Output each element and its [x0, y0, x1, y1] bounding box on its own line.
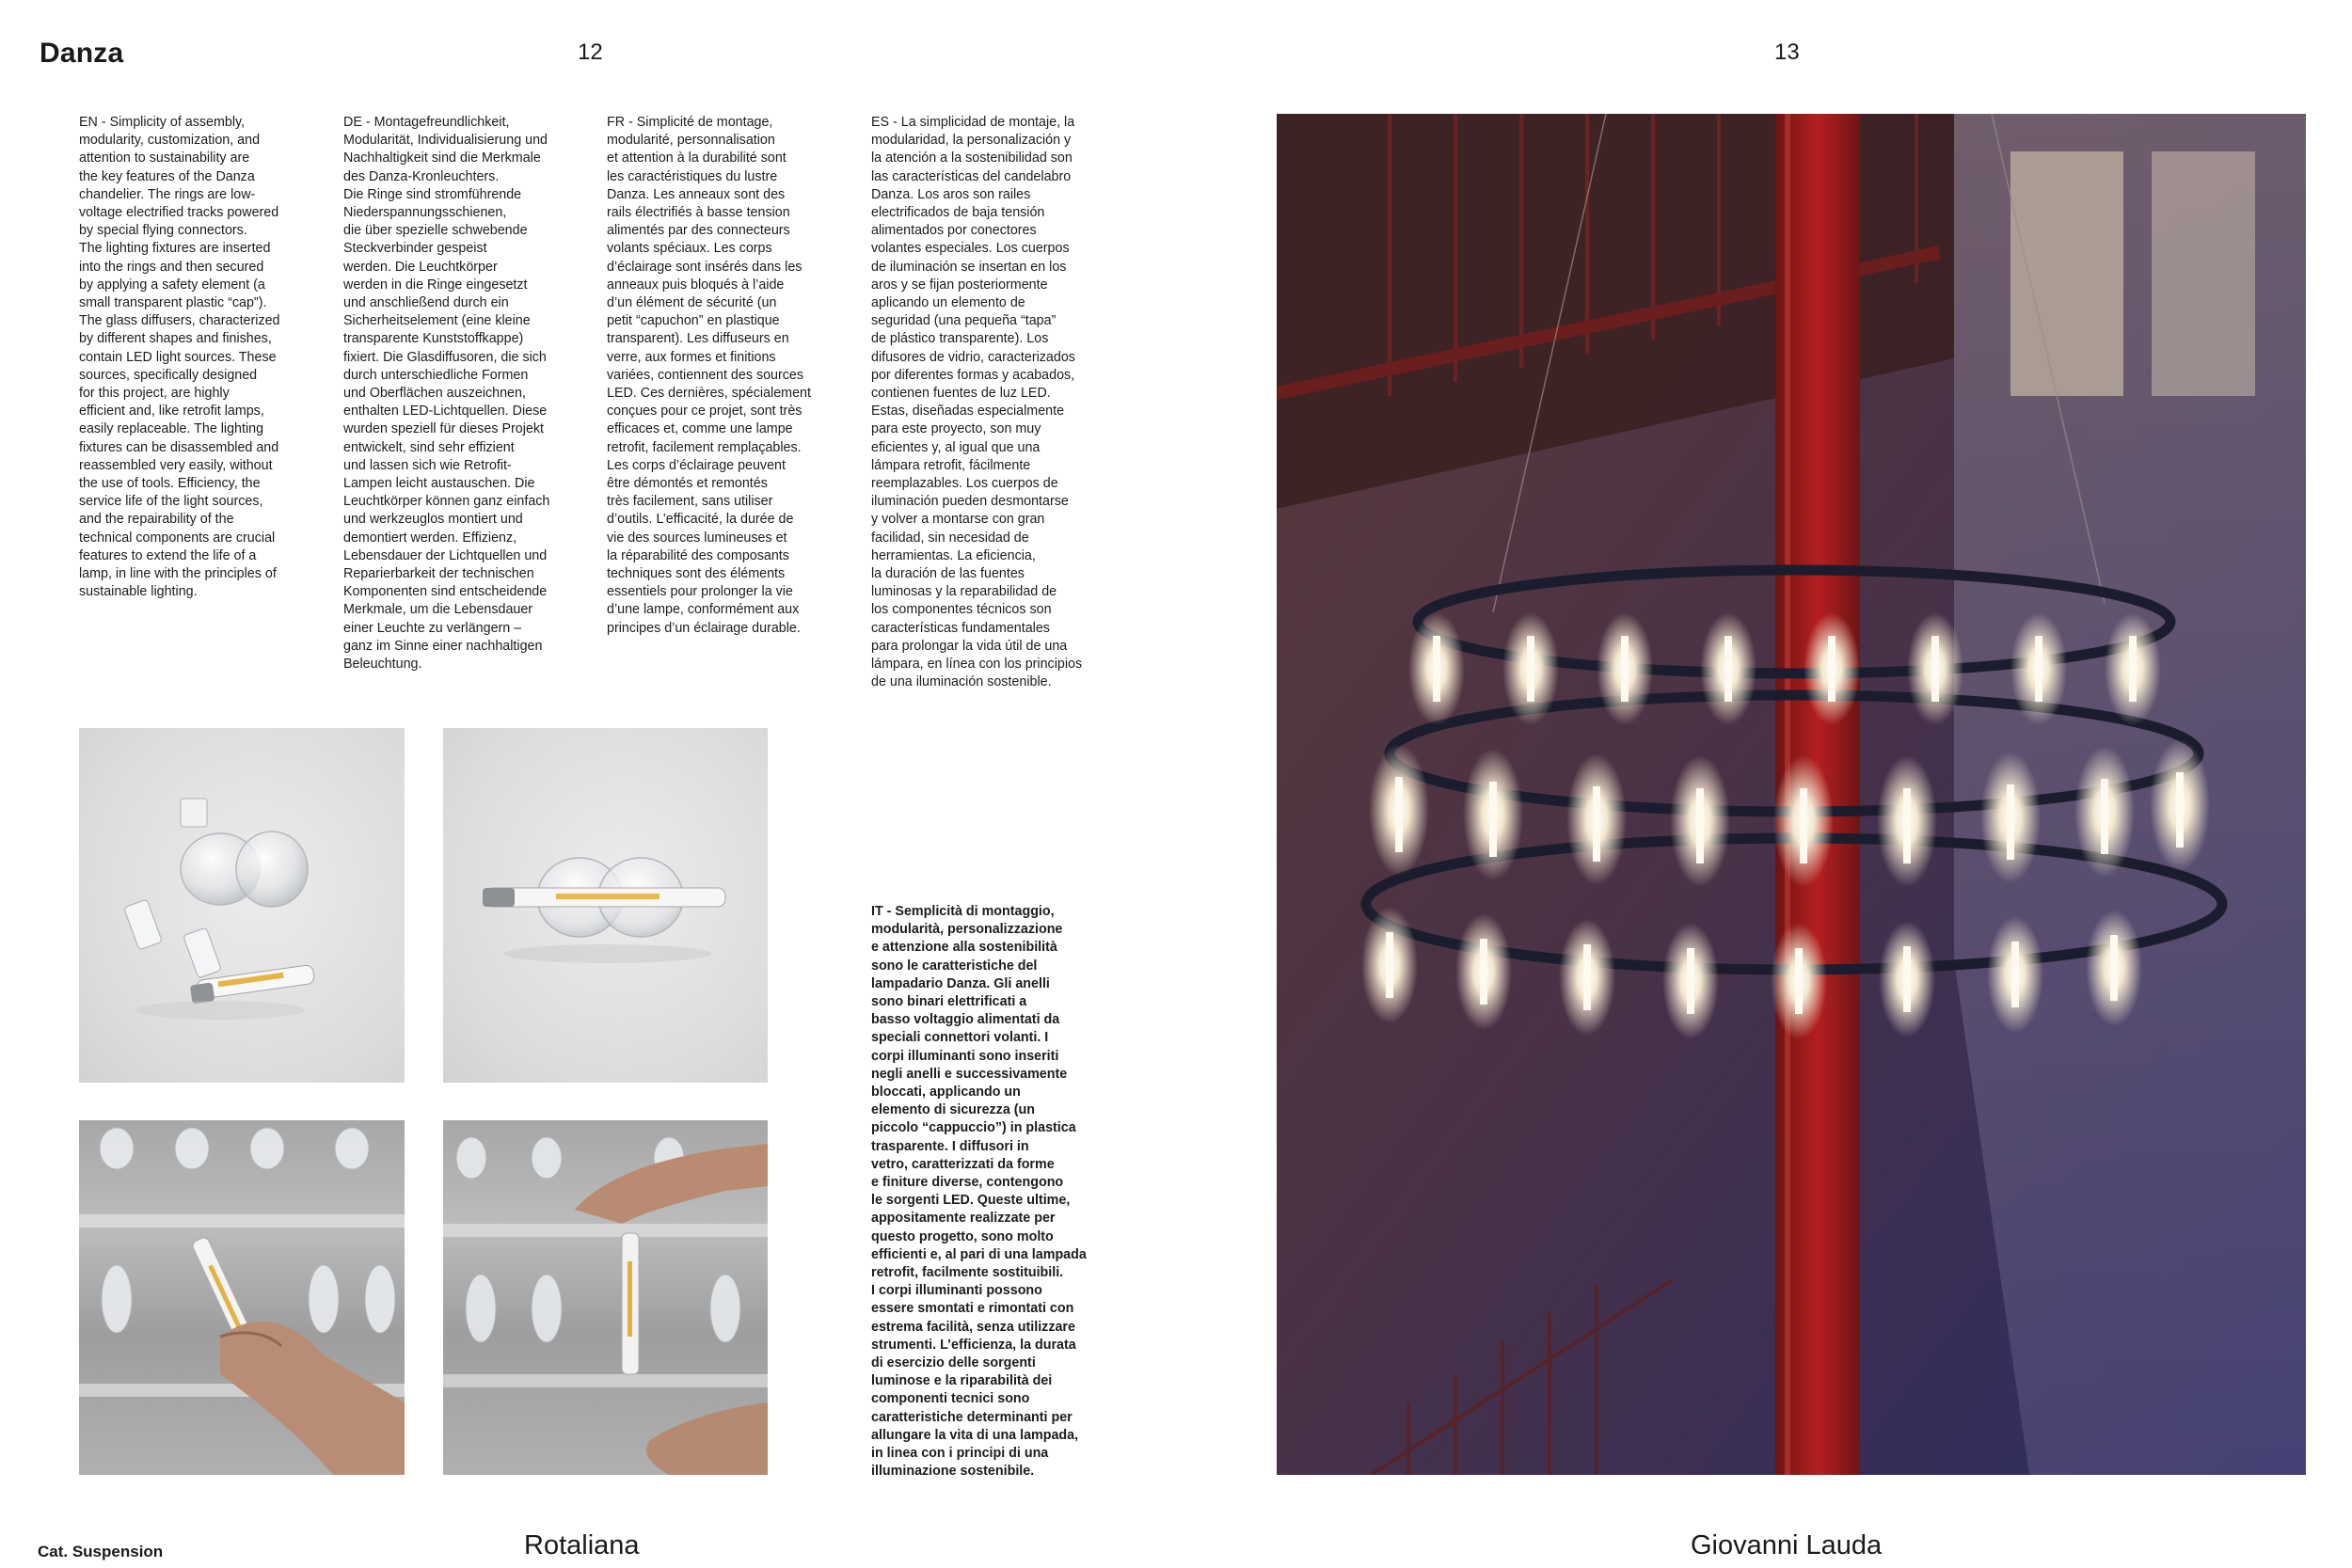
- text-french: FR - Simplicité de montage, modularité, personnalisation et attention à la durabilité sont les caractéristiques du lustre Danza. Les anneaux sont des rails électrifiés à basse tension alimentés par des connecteurs volants spéciaux. Les corps d’éclairage sont insérés dans les anneaux puis bloqués à l’aide d’un élément de sécurité (un petit “capuchon” en plastique transparent). Les diffuseurs en verre, aux formes et finitions variées, contiennent des sources LED. Ces dernières, spécialement conçues pour ce projet, sont très efficaces et, comme une lampe retrofit, facilement remplaçables. Les corps d’éclairage peuvent être démontés et remontés très facilement, sans utiliser d’outils. L’efficacité, la durée de vie des sources lumineuses et la réparabilité des composants techniques sont des éléments essentiels pour prolonger la vie d’une lampe, conformément aux principes d’un éclairage durable.: [607, 115, 811, 636]
- photo-two-hands: [443, 1120, 768, 1475]
- photo-assembled-fixture: [443, 728, 768, 1083]
- page-title: Danza: [40, 38, 124, 69]
- text-spanish: ES - La simplicidad de montaje, la modularidad, la personalización y la atención a la sostenibilidad son las características del candelabro Danza. Los aros son railes electrificados de baja tensión alimentados por conectores volantes especiales. Los cuerpos de iluminación se insertan en los aros y se fijan posteriormente aplicando un elemento de seguridad (una pequeña “tapa” de plástico transparente). Los difusores de vidrio, caracterizados por diferentes formas y acabados, contienen fuentes de luz LED. Estas, diseñadas especialmente para este proyecto, son muy eficientes y, al igual que una lámpara retrofit, fácilmente reemplazables. Los cuerpos de iluminación pueden desmontarse y volver a montarse con gran facilidad, sin necesidad de herramientas. La eficiencia, la duración de las fuentes luminosas y la reparabilidad de los componentes técnicos son características fundamentales para prolongar la vida útil de una lámpara, en línea con los principios de una iluminación sostenible.: [871, 115, 1083, 690]
- category-label: Cat. Suspension: [38, 1543, 164, 1560]
- designer-name: Giovanni Lauda: [1691, 1530, 1883, 1560]
- page-number-left: 12: [578, 40, 603, 65]
- text-italian: IT - Semplicità di montaggio, modularità, personalizzazione e attenzione alla sostenibilità sono le caratteristiche del lampadario Danza. Gli anelli sono binari elettrificati a basso voltaggio alimentati da speciali connettori volanti. I corpi illuminanti sono inseriti negli anelli e successivamente bloccati, applicando un elemento di sicurezza (un piccolo “cappuccio”) in plastica trasparente. I diffusori in vetro, caratterizzati da forme e finiture diverse, contengono le sorgenti LED. Queste ultime, appositamente realizzate per questo progetto, sono molto efficienti e, al pari di una lampada retrofit, facilmente sostituibili. I corpi illuminanti possono essere smontati e rimontati con estrema facilità, senza utilizzare strumenti. L’efficienza, la durata di esercizio delle sorgenti luminose e la riparabilità dei componenti tecnici sono caratteristiche determinanti per allungare la vita di una lampada, in linea con i principi di una illuminazione sostenibile.: [871, 904, 1087, 1480]
- brand-name: Rotaliana: [524, 1530, 640, 1560]
- text-german: DE - Montagefreundlichkeit, Modularität, Individualisierung und Nachhaltigkeit sind die Merkmale des Danza-Kronleuchters. Die Ringe sind stromführende Niederspannungsschienen, die über spezielle schwebende Steckverbinder gespeist werden. Die Leuchtkörper werden in die Ringe eingesetzt und anschließend durch ein Sicherheitselement (eine kleine transparente Kunststoffkappe) fixiert. Die Glasdiffusoren, die sich durch unterschiedliche Formen und Oberflächen auszeichnen, enthalten LED-Lichtquellen. Diese wurden speziell für dieses Projekt entwickelt, sind sehr effizient und lassen sich wie Retrofit- Lampen leicht austauschen. Die Leuchtkörper können ganz einfach und werkzeuglos montiert und demontiert werden. Effizienz, Lebensdauer der Lichtquellen und Reparierbarkeit der technischen Komponenten sind entscheidende Merkmale, um die Lebensdauer einer Leuchte zu verlängern – ganz im Sinne einer nachhaltigen Beleuchtung.: [343, 115, 550, 673]
- page-number-right: 13: [1774, 40, 1800, 65]
- text-english: EN - Simplicity of assembly, modularity, customization, and attention to sustainability are the key features of the Danza chandelier. The rings are low- voltage electrified tracks powered by special flying connectors. The lighting fixtures are inserted into the rings and then secured by applying a safety element (a small transparent plastic “cap”). The glass diffusers, characterized by different shapes and finishes, contain LED light sources. These sources, specifically designed for this project, are highly efficient and, like retrofit lamps, easily replaceable. The lighting fixtures can be disassembled and reassembled very easily, without the use of tools. Efficiency, the service life of the light sources, and the repairability of the technical components are crucial features to extend the life of a lamp, in line with the principles of sustainable lighting.: [79, 115, 280, 600]
- photo-chandelier: [1277, 114, 2306, 1475]
- photo-hand-inserting: [79, 1120, 405, 1475]
- photo-components: [79, 728, 405, 1083]
